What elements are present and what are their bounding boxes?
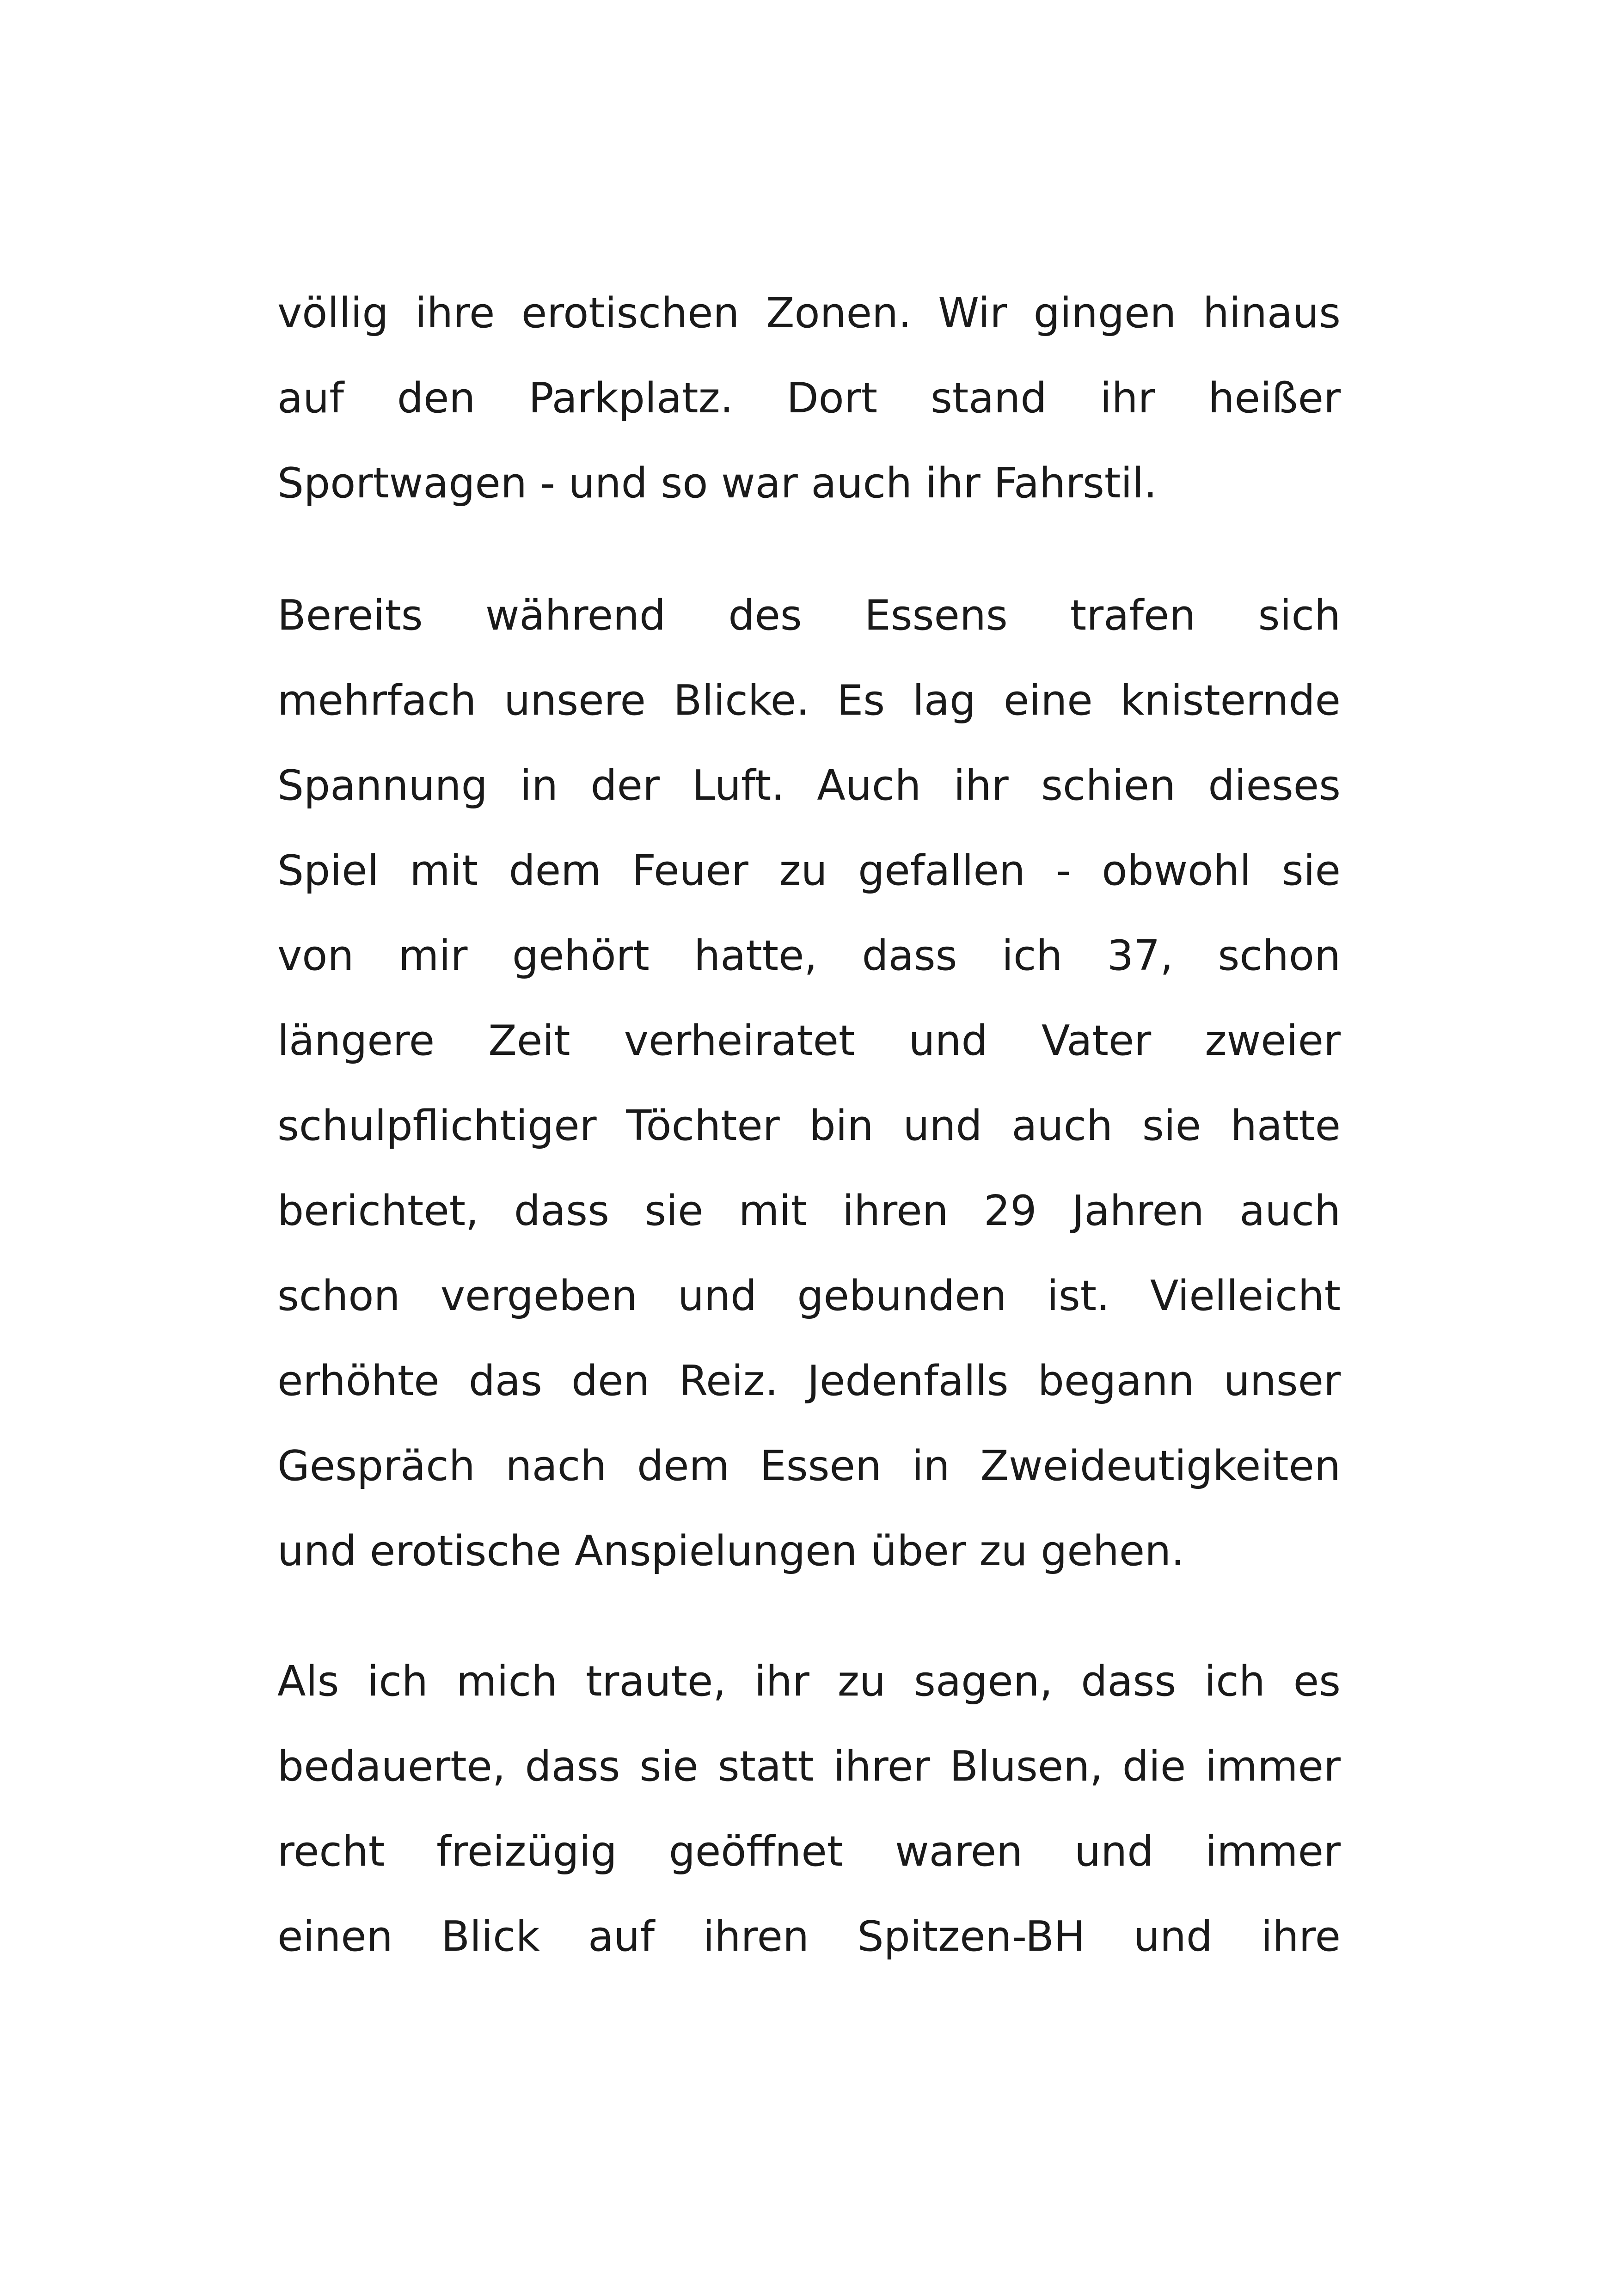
text-line: und erotische Anspielungen über zu gehen. (277, 1527, 1184, 1575)
text-line: Bereits während des Essens trafen sich (277, 591, 1341, 640)
paragraph-2 (277, 573, 1341, 1594)
paragraph-1 (277, 271, 1341, 526)
text-line: Spiel mit dem Feuer zu gefallen - obwohl sie (277, 846, 1341, 895)
text-line: mehrfach unsere Blicke. Es lag eine knisternde (277, 676, 1341, 725)
text-line: längere Zeit verheiratet und Vater zweier (277, 1016, 1341, 1065)
text-line: einen Blick auf ihren Spitzen-BH und ihre (277, 1912, 1341, 1961)
text-line: von mir gehört hatte, dass ich 37, schon (277, 931, 1341, 980)
text-line: berichtet, dass sie mit ihren 29 Jahren auch (277, 1187, 1341, 1235)
text-line: schon vergeben und gebunden ist. Vielleicht (277, 1272, 1341, 1320)
text-line: schulpflichtiger Töchter bin und auch sie hatte (277, 1102, 1341, 1150)
text-line: völlig ihre erotischen Zonen. Wir gingen hinaus (277, 289, 1341, 337)
text-line: erhöhte das den Reiz. Jedenfalls begann unser (277, 1357, 1341, 1405)
text-line: recht freizügig geöffnet waren und immer (277, 1827, 1341, 1876)
text-line: auf den Parkplatz. Dort stand ihr heißer (277, 374, 1341, 422)
paragraph-3 (277, 1639, 1341, 1979)
text-line: Gespräch nach dem Essen in Zweideutigkeiten (277, 1442, 1341, 1490)
text-line: Sportwagen - und so war auch ihr Fahrstil. (277, 459, 1157, 508)
text-line: Spannung in der Luft. Auch ihr schien dieses (277, 761, 1341, 810)
text-line: Als ich mich traute, ihr zu sagen, dass ich es (277, 1657, 1341, 1706)
text-line: bedauerte, dass sie statt ihrer Blusen, die immer (277, 1742, 1341, 1791)
